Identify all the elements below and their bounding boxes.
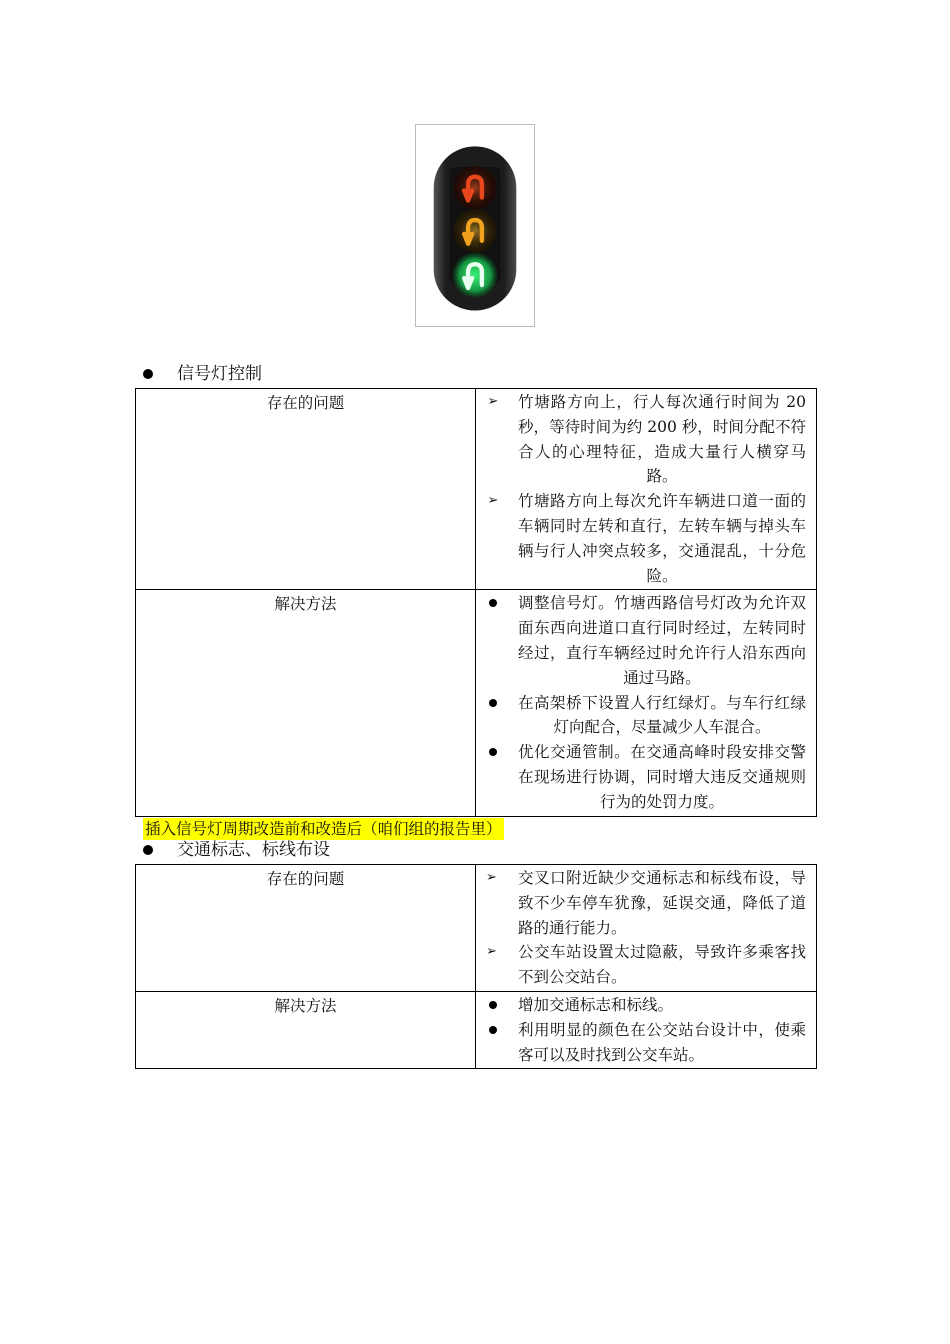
problem-list: [482, 866, 806, 990]
list-item: [482, 866, 806, 940]
bullet-icon: [143, 845, 153, 855]
list-item-text: 在高架桥下设置人行红绿灯。与车行红绿灯向配合，尽量减少人车混合。: [518, 693, 806, 737]
list-item: [482, 489, 806, 588]
list-item: [482, 993, 806, 1018]
list-item: [482, 1018, 806, 1068]
highlighted-note: 插入信号灯周期改造前和改造后（咱们组的报告里）: [145, 820, 502, 838]
list-item-text: 竹塘路方向上每次允许车辆进口道一面的车辆同时左转和直行，左转车辆与掉头车辆与行人冲突点较多，交通混乱，十分危险。: [518, 492, 806, 585]
problem-list: [482, 390, 806, 588]
row-label: 存在的问题: [136, 865, 476, 992]
solution-list: [482, 993, 806, 1067]
row-content: [476, 991, 817, 1068]
table-row: [136, 389, 817, 590]
list-item: [482, 390, 806, 489]
arrow-bullet-icon: ➢: [487, 394, 499, 409]
list-item-text: 竹塘路方向上，行人每次通行时间为 20 秒，等待时间为约 200 秒，时间分配不符合人的心理特征，造成大量行人横穿马路。: [518, 393, 806, 486]
row-content: [476, 389, 817, 590]
signs-markings-table: [135, 864, 817, 1069]
row-label: 解决方法: [136, 590, 476, 816]
arrow-bullet-icon: ➢: [487, 493, 499, 509]
list-item-text: 调整信号灯。竹塘西路信号灯改为允许双面东西向进道口直行同时经过，左转同时经过，直行车辆经过时允许行人沿东西向通过马路。: [518, 594, 806, 687]
bullet-icon: [143, 369, 153, 379]
row-label: 解决方法: [136, 991, 476, 1068]
traffic-light-figure: [415, 124, 535, 327]
list-item-text: 交叉口附近缺少交通标志和标线布设，导致不少车停车犹豫，延误交通，降低了道路的通行能力。: [518, 869, 806, 937]
table-row: [136, 991, 817, 1068]
green-lamp: [452, 253, 497, 298]
list-item-text: 优化交通管制。在交通高峰时段安排交警在现场进行协调，同时增大违反交通规则行为的处罚力度。: [518, 743, 806, 811]
list-item: [482, 691, 806, 741]
section-heading-signs-markings: [143, 838, 330, 862]
solution-list: [482, 591, 806, 814]
list-item: [482, 591, 806, 690]
list-item: [482, 940, 806, 990]
table-row: [136, 865, 817, 992]
arrow-bullet-icon: ➢: [486, 944, 497, 960]
section-heading-signal-control: [143, 362, 262, 386]
list-item: [482, 740, 806, 814]
section-heading-text: 交通标志、标线布设: [177, 840, 330, 860]
row-label: 存在的问题: [136, 389, 476, 590]
section-heading-text: 信号灯控制: [177, 364, 262, 384]
list-item-text: 增加交通标志和标线。: [518, 995, 674, 1014]
list-item-text: 利用明显的颜色在公交站台设计中，使乘客可以及时找到公交车站。: [518, 1020, 806, 1064]
arrow-bullet-icon: ➢: [486, 870, 497, 885]
signal-control-table: [135, 388, 817, 817]
row-content: [476, 590, 817, 816]
row-content: [476, 865, 817, 992]
table-row: [136, 590, 817, 816]
u-turn-traffic-light-icon: [416, 125, 534, 326]
list-item-text: 公交车站设置太过隐蔽，导致许多乘客找不到公交站台。: [518, 943, 806, 987]
